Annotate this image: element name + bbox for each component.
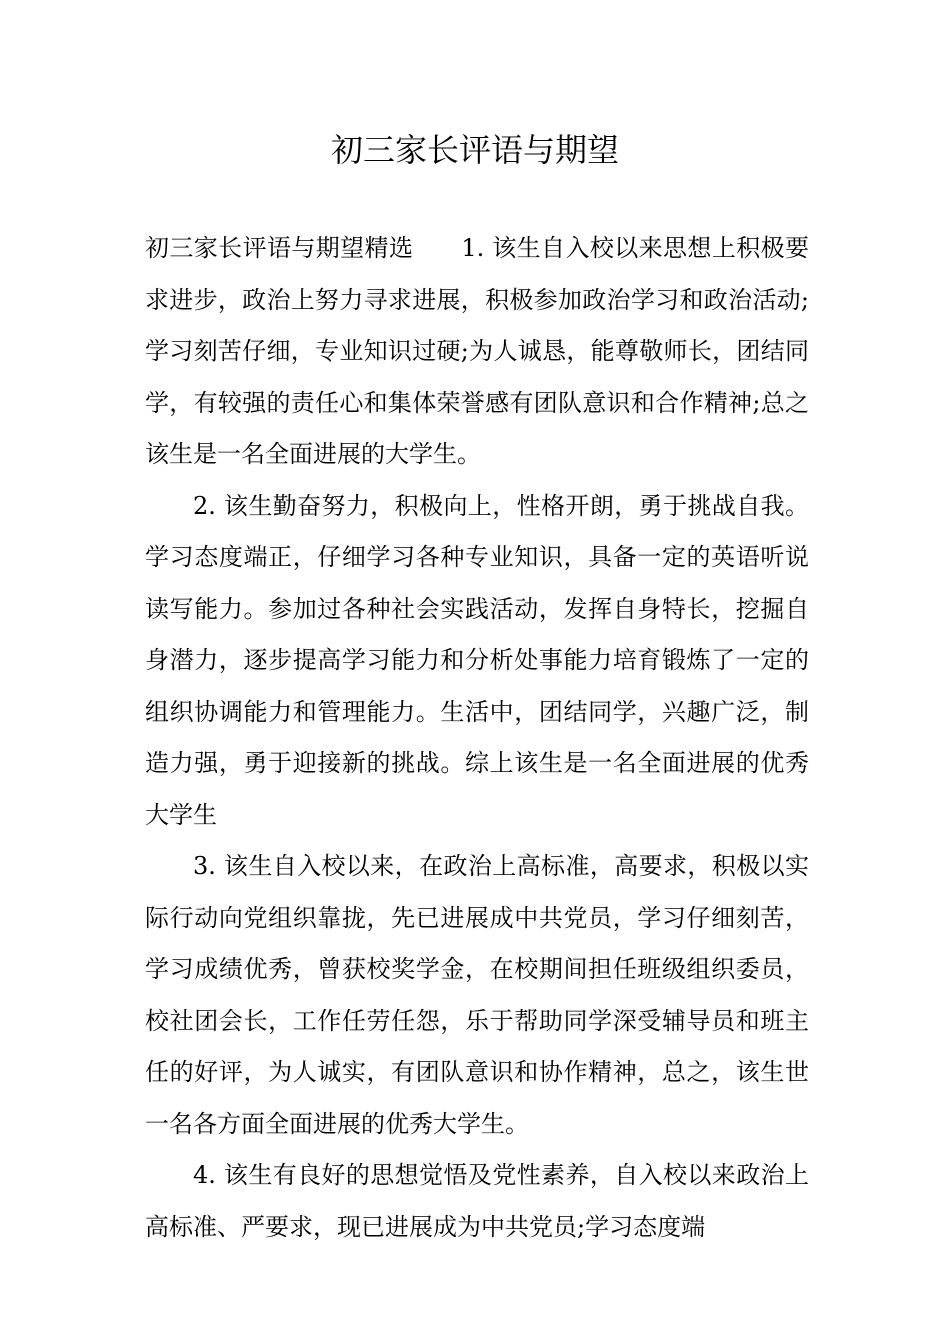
document-title: 初三家长评语与期望: [330, 131, 619, 169]
paragraph-2: 2. 该生勤奋努力，积极向上，性格开朗，勇于挑战自我。学习态度端正，仔细学习各种专业知识，具备一定的英语听说读写能力。参加过各种社会实践活动，发挥自身特长，挖掘自身潜力，逐步提高学习能力和分析处事能力培育锻炼了一定的组织协调能力和管理能力。生活中，团结同学，兴趣广泛，制造力强，勇于迎接新的挑战。综上该生是一名全面进展的优秀大学生: [145, 491, 809, 829]
paragraph-4: 4. 该生有良好的思想觉悟及党性素养，自入校以来政治上高标准、严要求，现已进展成为中共党员;学习态度端: [145, 1161, 809, 1241]
intro-label: 初三家长评语与期望精选: [145, 234, 414, 262]
document-body: [145, 223, 809, 1253]
paragraph-3: 3. 该生自入校以来，在政治上高标准，高要求，积极以实际行动向党组织靠拢，先已进展成中共党员，学习仔细刻苦，学习成绩优秀，曾获校奖学金，在校期间担任班级组织委员，校社团会长，工作任劳任怨，乐于帮助同学深受辅导员和班主任的好评，为人诚实，有团队意识和协作精神，总之，该生世一名各方面全面进展的优秀大学生。: [145, 852, 809, 1138]
paragraph-intro: [145, 223, 809, 481]
paragraph-1-text: 1. 该生自入校以来思想上积极要求进步，政治上努力寻求进展，积极参加政治学习和政治活动;学习刻苦仔细，专业知识过硬;为人诚恳，能尊敬师长，团结同学，有较强的责任心和集体荣誉感有团队意识和合作精神;总之该生是一名全面进展的大学生。: [145, 234, 809, 468]
